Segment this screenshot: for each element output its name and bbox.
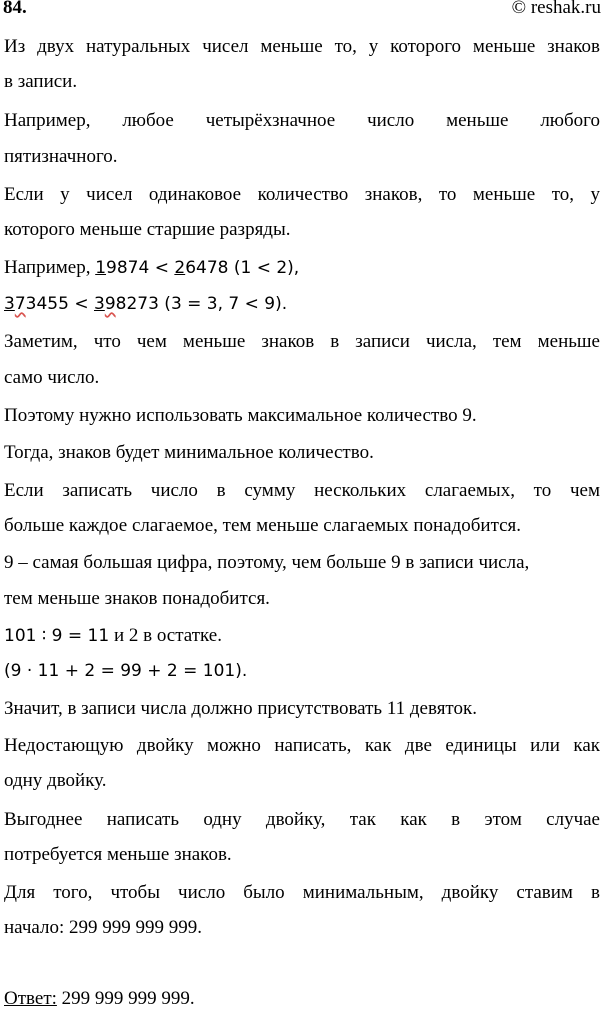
example-prefix: Например, [4, 257, 96, 278]
text-line-6: которого меньше старшие разряды. [4, 219, 291, 240]
text-line-9: Заметим, что чем меньше знаков в записи числа, тем меньше [4, 331, 600, 352]
text-line-2: в записи. [4, 71, 78, 92]
wavy-underlined-digit: 9 [104, 294, 116, 314]
text-line-13: Если записать число в сумму нескольких слагаемых, то чем [4, 480, 600, 501]
text-line-1: Из двух натуральных чисел меньше то, у которого меньше знаков [4, 36, 600, 57]
underlined-digit: 3 [4, 294, 15, 314]
text-line-22: Выгоднее написать одну двойку, так как в этом случае [4, 809, 600, 830]
text-line-25: начало: 299 999 999 999. [4, 917, 203, 938]
text-line-23: потребуется меньше знаков. [4, 844, 232, 865]
text-line-5: Если у чисел одинаковое количество знаков, то меньше то, у [4, 184, 600, 205]
text-line-19: Значит, в записи числа должно присутствовать 11 девяток. [4, 698, 477, 719]
text-line-11: Поэтому нужно использовать максимальное количество 9. [4, 405, 477, 426]
wavy-underlined-digit: 7 [14, 294, 26, 314]
example-line-2 [4, 292, 287, 316]
text-line-20: Недостающую двойку можно написать, как две единицы или как [4, 735, 600, 756]
division-line [4, 624, 222, 648]
underlined-digit: 1 [95, 258, 107, 278]
text-line-4: пятизначного. [4, 146, 118, 167]
text-line-10: само число. [4, 367, 100, 388]
check-equation: (9 · 11 + 2 = 99 + 2 = 101). [4, 661, 248, 681]
text-line-24: Для того, чтобы число было минимальным, двойку ставим в [4, 882, 600, 903]
underlined-digit: 3 [93, 294, 105, 314]
math-part: 6478 (1 < 2), [185, 258, 300, 278]
answer-value: 299 999 999 999. [56, 988, 195, 1009]
watermark: © reshak.ru [511, 0, 601, 18]
example-math-1 [95, 258, 299, 278]
example-line-1 [4, 256, 299, 280]
text-line-21: одну двойку. [4, 770, 107, 791]
answer-line [4, 987, 195, 1011]
text-line-16: тем меньше знаков понадобится. [4, 588, 270, 609]
math-part: 8273 (3 = 3, 7 < 9). [115, 294, 288, 314]
division-math: 101 ∶ 9 = 11 [4, 626, 110, 646]
text-line-15: 9 – самая большая цифра, поэтому, чем больше 9 в записи числа, [4, 552, 530, 573]
underlined-digit: 2 [174, 258, 186, 278]
text-line-14: больше каждое слагаемое, тем меньше слагаемых понадобится. [4, 515, 522, 536]
math-part: 9874 < [106, 258, 175, 278]
answer-label: Ответ: [4, 988, 57, 1009]
math-part: 3455 < [25, 294, 94, 314]
problem-number: 84. [3, 0, 27, 18]
text-line-3: Например, любое четырёхзначное число меньше любого [4, 110, 600, 131]
text-line-12: Тогда, знаков будет минимальное количество. [4, 442, 374, 463]
division-remainder-text: и 2 в остатке. [109, 625, 222, 646]
